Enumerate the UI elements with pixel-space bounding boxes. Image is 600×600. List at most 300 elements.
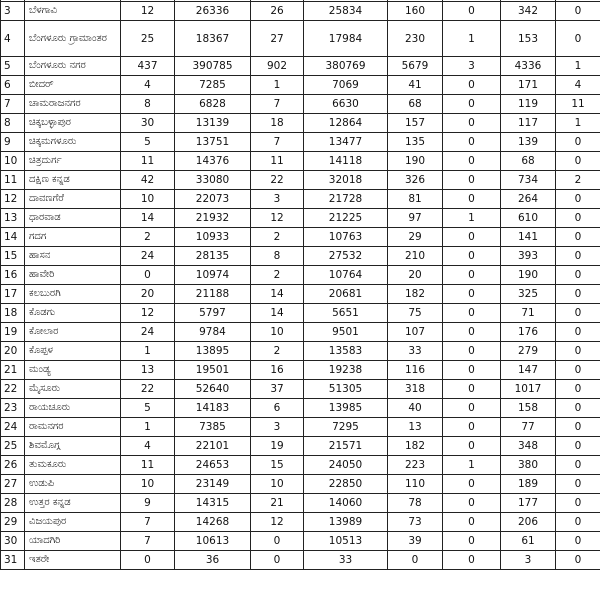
cell-today-discharged: 7 [251, 133, 304, 152]
cell-total-cases: 14315 [175, 494, 251, 513]
cell-total-discharged: 21225 [304, 209, 388, 228]
cell-serial-no: 24 [1, 418, 25, 437]
table-row [1, 152, 600, 171]
cell-active-cases: 20 [388, 266, 443, 285]
cell-total-deaths: 68 [501, 152, 556, 171]
cell-serial-no: 3 [1, 2, 25, 21]
cell-today-deaths: 0 [443, 247, 501, 266]
cell-active-cases: 0 [388, 551, 443, 570]
cell-active-cases: 97 [388, 209, 443, 228]
cell-total-discharged: 13477 [304, 133, 388, 152]
cell-total-deaths: 348 [501, 437, 556, 456]
cell-active-cases: 41 [388, 76, 443, 95]
cell-total-discharged: 19238 [304, 361, 388, 380]
cell-today-cases: 7 [121, 532, 175, 551]
cell-today-deaths: 0 [443, 551, 501, 570]
cell-total-cases: 24653 [175, 456, 251, 475]
cell-active-cases: 210 [388, 247, 443, 266]
cell-total-cases: 23149 [175, 475, 251, 494]
cell-today-deaths: 0 [443, 494, 501, 513]
cell-total-deaths: 77 [501, 418, 556, 437]
cell-today-cases: 9 [121, 494, 175, 513]
cell-today-discharged: 10 [251, 475, 304, 494]
table-row [1, 247, 600, 266]
cell-total-cases: 33080 [175, 171, 251, 190]
cell-today-cases: 14 [121, 209, 175, 228]
cell-serial-no: 25 [1, 437, 25, 456]
cell-total-cases: 390785 [175, 57, 251, 76]
cell-other-deaths: 0 [556, 342, 600, 361]
cell-active-cases: 182 [388, 285, 443, 304]
cell-total-deaths: 177 [501, 494, 556, 513]
cell-total-discharged: 14118 [304, 152, 388, 171]
cell-total-cases: 36 [175, 551, 251, 570]
table-body [1, 0, 600, 570]
cell-district-name: ಇತರೇ [25, 551, 121, 570]
cell-serial-no: 15 [1, 247, 25, 266]
cell-today-deaths: 0 [443, 190, 501, 209]
cell-total-deaths: 141 [501, 228, 556, 247]
cell-other-deaths: 0 [556, 551, 600, 570]
table-row [1, 266, 600, 285]
cell-active-cases: 68 [388, 95, 443, 114]
cell-district-name: ಚಿಕ್ಕಮಗಳೂರು [25, 133, 121, 152]
table-row [1, 190, 600, 209]
cell-total-deaths: 71 [501, 304, 556, 323]
cell-today-deaths: 0 [443, 2, 501, 21]
cell-today-cases: 11 [121, 152, 175, 171]
cell-other-deaths: 0 [556, 209, 600, 228]
cell-today-discharged: 14 [251, 304, 304, 323]
cell-total-cases: 7285 [175, 76, 251, 95]
table-row [1, 399, 600, 418]
cell-active-cases: 190 [388, 152, 443, 171]
cell-other-deaths: 0 [556, 475, 600, 494]
cell-today-cases: 24 [121, 247, 175, 266]
cell-district-name: ಕೋಲಾರ [25, 323, 121, 342]
table-row [1, 513, 600, 532]
cell-total-deaths: 3 [501, 551, 556, 570]
cell-active-cases: 182 [388, 437, 443, 456]
cell-active-cases: 107 [388, 323, 443, 342]
cell-today-discharged: 11 [251, 152, 304, 171]
cell-today-discharged: 0 [251, 551, 304, 570]
cell-today-discharged: 15 [251, 456, 304, 475]
cell-total-deaths: 610 [501, 209, 556, 228]
table-row [1, 21, 600, 57]
cell-today-discharged: 2 [251, 228, 304, 247]
cell-serial-no: 4 [1, 21, 25, 57]
cell-today-cases: 22 [121, 380, 175, 399]
cell-total-discharged: 25834 [304, 2, 388, 21]
cell-total-cases: 6828 [175, 95, 251, 114]
table-row [1, 114, 600, 133]
cell-district-name: ಬೆಂಗಳೂರು ಗ್ರಾಮಾಂತರ [25, 21, 121, 57]
cell-today-discharged: 19 [251, 437, 304, 456]
cell-today-deaths: 0 [443, 399, 501, 418]
cell-district-name: ಚಾಮರಾಜನಗರ [25, 95, 121, 114]
cell-total-discharged: 10763 [304, 228, 388, 247]
cell-total-cases: 18367 [175, 21, 251, 57]
cell-district-name: ಬೀದರ್ [25, 76, 121, 95]
cell-total-discharged: 24050 [304, 456, 388, 475]
cell-today-deaths: 1 [443, 456, 501, 475]
cell-district-name: ಶಿವಮೊಗ್ಗ [25, 437, 121, 456]
cell-serial-no: 10 [1, 152, 25, 171]
cell-district-name: ಗದಗ [25, 228, 121, 247]
cell-total-deaths: 153 [501, 21, 556, 57]
cell-district-name: ಚಿಕ್ಕಬಳ್ಳಾಪುರ [25, 114, 121, 133]
cell-total-deaths: 325 [501, 285, 556, 304]
cell-other-deaths: 0 [556, 133, 600, 152]
cell-district-name: ಹಾಸನ [25, 247, 121, 266]
cell-total-cases: 14183 [175, 399, 251, 418]
cell-today-discharged: 902 [251, 57, 304, 76]
cell-total-deaths: 61 [501, 532, 556, 551]
cell-today-discharged: 2 [251, 266, 304, 285]
cell-today-discharged: 1 [251, 76, 304, 95]
cell-today-deaths: 0 [443, 437, 501, 456]
cell-total-discharged: 14060 [304, 494, 388, 513]
cell-today-discharged: 2 [251, 342, 304, 361]
cell-total-deaths: 119 [501, 95, 556, 114]
cell-total-discharged: 12864 [304, 114, 388, 133]
cell-today-cases: 10 [121, 475, 175, 494]
cell-active-cases: 326 [388, 171, 443, 190]
cell-total-discharged: 7295 [304, 418, 388, 437]
cell-district-name: ಮೈಸೂರು [25, 380, 121, 399]
cell-other-deaths: 0 [556, 304, 600, 323]
cell-total-discharged: 13583 [304, 342, 388, 361]
cell-other-deaths: 0 [556, 323, 600, 342]
cell-active-cases: 116 [388, 361, 443, 380]
cell-total-cases: 5797 [175, 304, 251, 323]
cell-today-cases: 11 [121, 456, 175, 475]
cell-other-deaths: 0 [556, 399, 600, 418]
table-row [1, 209, 600, 228]
cell-total-deaths: 189 [501, 475, 556, 494]
cell-today-deaths: 0 [443, 228, 501, 247]
cell-district-name: ಉಡುಪಿ [25, 475, 121, 494]
cell-serial-no: 7 [1, 95, 25, 114]
cell-other-deaths: 0 [556, 21, 600, 57]
cell-active-cases: 223 [388, 456, 443, 475]
cell-total-cases: 28135 [175, 247, 251, 266]
cell-today-discharged: 3 [251, 190, 304, 209]
cell-district-name: ಚಿತ್ರದುರ್ಗ [25, 152, 121, 171]
table-row [1, 76, 600, 95]
cell-serial-no: 12 [1, 190, 25, 209]
cell-today-cases: 1 [121, 418, 175, 437]
cell-today-cases: 12 [121, 2, 175, 21]
cell-other-deaths: 0 [556, 456, 600, 475]
cell-total-deaths: 171 [501, 76, 556, 95]
cell-district-name: ಕೊಡಗು [25, 304, 121, 323]
cell-district-name: ಯಾದಗಿರಿ [25, 532, 121, 551]
cell-today-cases: 4 [121, 437, 175, 456]
cell-total-cases: 13895 [175, 342, 251, 361]
cell-total-deaths: 147 [501, 361, 556, 380]
cell-other-deaths: 0 [556, 494, 600, 513]
cell-today-discharged: 16 [251, 361, 304, 380]
cell-active-cases: 39 [388, 532, 443, 551]
cell-serial-no: 23 [1, 399, 25, 418]
cell-other-deaths: 0 [556, 437, 600, 456]
cell-today-cases: 10 [121, 190, 175, 209]
cell-total-discharged: 13985 [304, 399, 388, 418]
cell-district-name: ಕಲಬುರಗಿ [25, 285, 121, 304]
cell-today-cases: 8 [121, 95, 175, 114]
cell-other-deaths: 0 [556, 361, 600, 380]
cell-today-discharged: 3 [251, 418, 304, 437]
cell-total-cases: 21932 [175, 209, 251, 228]
cell-today-cases: 0 [121, 266, 175, 285]
cell-total-cases: 19501 [175, 361, 251, 380]
cell-today-deaths: 0 [443, 266, 501, 285]
cell-total-discharged: 21571 [304, 437, 388, 456]
cell-serial-no: 27 [1, 475, 25, 494]
cell-other-deaths: 2 [556, 171, 600, 190]
cell-today-deaths: 0 [443, 152, 501, 171]
cell-today-deaths: 0 [443, 342, 501, 361]
cell-total-cases: 14376 [175, 152, 251, 171]
cell-active-cases: 29 [388, 228, 443, 247]
cell-today-cases: 42 [121, 171, 175, 190]
cell-today-discharged: 27 [251, 21, 304, 57]
cell-total-deaths: 176 [501, 323, 556, 342]
cell-today-cases: 4 [121, 76, 175, 95]
cell-active-cases: 160 [388, 2, 443, 21]
cell-district-name: ಬೆಳಗಾವಿ [25, 2, 121, 21]
cell-serial-no: 11 [1, 171, 25, 190]
cell-today-discharged: 22 [251, 171, 304, 190]
cell-serial-no: 21 [1, 361, 25, 380]
cell-serial-no: 30 [1, 532, 25, 551]
cell-total-deaths: 139 [501, 133, 556, 152]
cell-total-cases: 10933 [175, 228, 251, 247]
cell-total-discharged: 5651 [304, 304, 388, 323]
cell-total-discharged: 51305 [304, 380, 388, 399]
table-row [1, 418, 600, 437]
cell-today-discharged: 7 [251, 95, 304, 114]
cell-total-deaths: 190 [501, 266, 556, 285]
cell-today-deaths: 0 [443, 76, 501, 95]
cell-today-cases: 24 [121, 323, 175, 342]
cell-today-deaths: 0 [443, 114, 501, 133]
cell-total-cases: 52640 [175, 380, 251, 399]
table-row [1, 342, 600, 361]
cell-today-cases: 25 [121, 21, 175, 57]
cell-today-deaths: 1 [443, 21, 501, 57]
cell-total-cases: 7385 [175, 418, 251, 437]
cell-serial-no: 26 [1, 456, 25, 475]
cell-today-deaths: 0 [443, 133, 501, 152]
cell-today-discharged: 10 [251, 323, 304, 342]
cell-total-cases: 14268 [175, 513, 251, 532]
cell-serial-no: 22 [1, 380, 25, 399]
cell-active-cases: 33 [388, 342, 443, 361]
cell-total-deaths: 264 [501, 190, 556, 209]
table-row [1, 475, 600, 494]
cell-today-deaths: 0 [443, 361, 501, 380]
cell-total-discharged: 13989 [304, 513, 388, 532]
cell-today-discharged: 26 [251, 2, 304, 21]
cell-serial-no: 13 [1, 209, 25, 228]
cell-total-deaths: 393 [501, 247, 556, 266]
cell-today-discharged: 21 [251, 494, 304, 513]
table-row [1, 171, 600, 190]
cell-other-deaths: 0 [556, 247, 600, 266]
cell-today-discharged: 12 [251, 513, 304, 532]
cell-serial-no: 9 [1, 133, 25, 152]
cell-serial-no: 5 [1, 57, 25, 76]
cell-district-name: ಉತ್ತರ ಕನ್ನಡ [25, 494, 121, 513]
cell-today-cases: 2 [121, 228, 175, 247]
cell-total-discharged: 32018 [304, 171, 388, 190]
cell-serial-no: 18 [1, 304, 25, 323]
cell-other-deaths: 11 [556, 95, 600, 114]
cell-district-name: ತುಮಕೂರು [25, 456, 121, 475]
cell-today-cases: 5 [121, 133, 175, 152]
cell-total-discharged: 21728 [304, 190, 388, 209]
cell-active-cases: 75 [388, 304, 443, 323]
cell-active-cases: 81 [388, 190, 443, 209]
table-row [1, 437, 600, 456]
cell-active-cases: 5679 [388, 57, 443, 76]
cell-other-deaths: 0 [556, 418, 600, 437]
cell-district-name: ಕೊಪ್ಪಳ [25, 342, 121, 361]
cell-serial-no: 28 [1, 494, 25, 513]
cell-total-cases: 22101 [175, 437, 251, 456]
cell-total-discharged: 6630 [304, 95, 388, 114]
cell-total-cases: 10974 [175, 266, 251, 285]
cell-today-cases: 30 [121, 114, 175, 133]
cell-total-cases: 22073 [175, 190, 251, 209]
table-row [1, 532, 600, 551]
cell-other-deaths: 0 [556, 190, 600, 209]
cell-total-discharged: 20681 [304, 285, 388, 304]
cell-today-deaths: 0 [443, 380, 501, 399]
cell-active-cases: 13 [388, 418, 443, 437]
cell-district-name: ರಾಯಚೂರು [25, 399, 121, 418]
cell-total-deaths: 342 [501, 2, 556, 21]
cell-active-cases: 318 [388, 380, 443, 399]
cell-today-cases: 13 [121, 361, 175, 380]
cell-district-name: ದಕ್ಷಿಣ ಕನ್ನಡ [25, 171, 121, 190]
cell-total-deaths: 380 [501, 456, 556, 475]
cell-serial-no: 17 [1, 285, 25, 304]
cell-today-cases: 5 [121, 399, 175, 418]
table-row [1, 456, 600, 475]
cell-district-name: ಮಂಡ್ಯ [25, 361, 121, 380]
cell-active-cases: 110 [388, 475, 443, 494]
cell-district-name: ಧಾರವಾಡ [25, 209, 121, 228]
table-row [1, 57, 600, 76]
cell-today-cases: 20 [121, 285, 175, 304]
table-row [1, 304, 600, 323]
cell-active-cases: 78 [388, 494, 443, 513]
cell-today-deaths: 0 [443, 532, 501, 551]
cell-serial-no: 29 [1, 513, 25, 532]
cell-today-cases: 1 [121, 342, 175, 361]
cell-district-name: ವಿಜಯಪುರ [25, 513, 121, 532]
cell-today-deaths: 0 [443, 418, 501, 437]
cell-total-deaths: 206 [501, 513, 556, 532]
cell-district-name: ದಾವಣಗೆರೆ [25, 190, 121, 209]
cell-total-deaths: 279 [501, 342, 556, 361]
cell-today-deaths: 0 [443, 95, 501, 114]
cell-today-deaths: 0 [443, 171, 501, 190]
cell-today-discharged: 12 [251, 209, 304, 228]
cell-serial-no: 16 [1, 266, 25, 285]
cell-other-deaths: 0 [556, 380, 600, 399]
cell-other-deaths: 0 [556, 513, 600, 532]
cell-serial-no: 6 [1, 76, 25, 95]
cell-total-cases: 21188 [175, 285, 251, 304]
cell-total-deaths: 4336 [501, 57, 556, 76]
table-row [1, 323, 600, 342]
cell-active-cases: 40 [388, 399, 443, 418]
cell-district-name: ಬೆಂಗಳೂರು ನಗರ [25, 57, 121, 76]
cell-other-deaths: 0 [556, 532, 600, 551]
cell-today-deaths: 3 [443, 57, 501, 76]
table-row [1, 95, 600, 114]
cell-other-deaths: 0 [556, 285, 600, 304]
cell-other-deaths: 4 [556, 76, 600, 95]
cell-total-discharged: 7069 [304, 76, 388, 95]
cell-serial-no: 20 [1, 342, 25, 361]
cell-total-cases: 13751 [175, 133, 251, 152]
cell-total-discharged: 27532 [304, 247, 388, 266]
table-row [1, 228, 600, 247]
cell-other-deaths: 0 [556, 266, 600, 285]
cell-today-cases: 0 [121, 551, 175, 570]
cell-other-deaths: 0 [556, 2, 600, 21]
cell-total-deaths: 734 [501, 171, 556, 190]
cell-serial-no: 19 [1, 323, 25, 342]
cell-active-cases: 73 [388, 513, 443, 532]
cell-other-deaths: 0 [556, 152, 600, 171]
cell-district-name: ಹಾವೇರಿ [25, 266, 121, 285]
table-row [1, 2, 600, 21]
cell-serial-no: 14 [1, 228, 25, 247]
cell-today-cases: 437 [121, 57, 175, 76]
table-row [1, 380, 600, 399]
cell-today-deaths: 0 [443, 323, 501, 342]
cell-total-deaths: 1017 [501, 380, 556, 399]
cell-today-cases: 12 [121, 304, 175, 323]
table-row [1, 361, 600, 380]
cell-district-name: ರಾಮನಗರ [25, 418, 121, 437]
cell-today-discharged: 18 [251, 114, 304, 133]
cell-active-cases: 157 [388, 114, 443, 133]
cell-today-discharged: 8 [251, 247, 304, 266]
cell-total-deaths: 158 [501, 399, 556, 418]
cell-serial-no: 8 [1, 114, 25, 133]
cell-total-cases: 13139 [175, 114, 251, 133]
cell-today-discharged: 37 [251, 380, 304, 399]
cell-total-cases: 26336 [175, 2, 251, 21]
cell-today-deaths: 0 [443, 513, 501, 532]
cell-today-discharged: 0 [251, 532, 304, 551]
cell-total-discharged: 10513 [304, 532, 388, 551]
table-row [1, 133, 600, 152]
cell-today-deaths: 1 [443, 209, 501, 228]
cell-total-discharged: 380769 [304, 57, 388, 76]
cell-other-deaths: 1 [556, 57, 600, 76]
cell-active-cases: 230 [388, 21, 443, 57]
cell-today-deaths: 0 [443, 475, 501, 494]
